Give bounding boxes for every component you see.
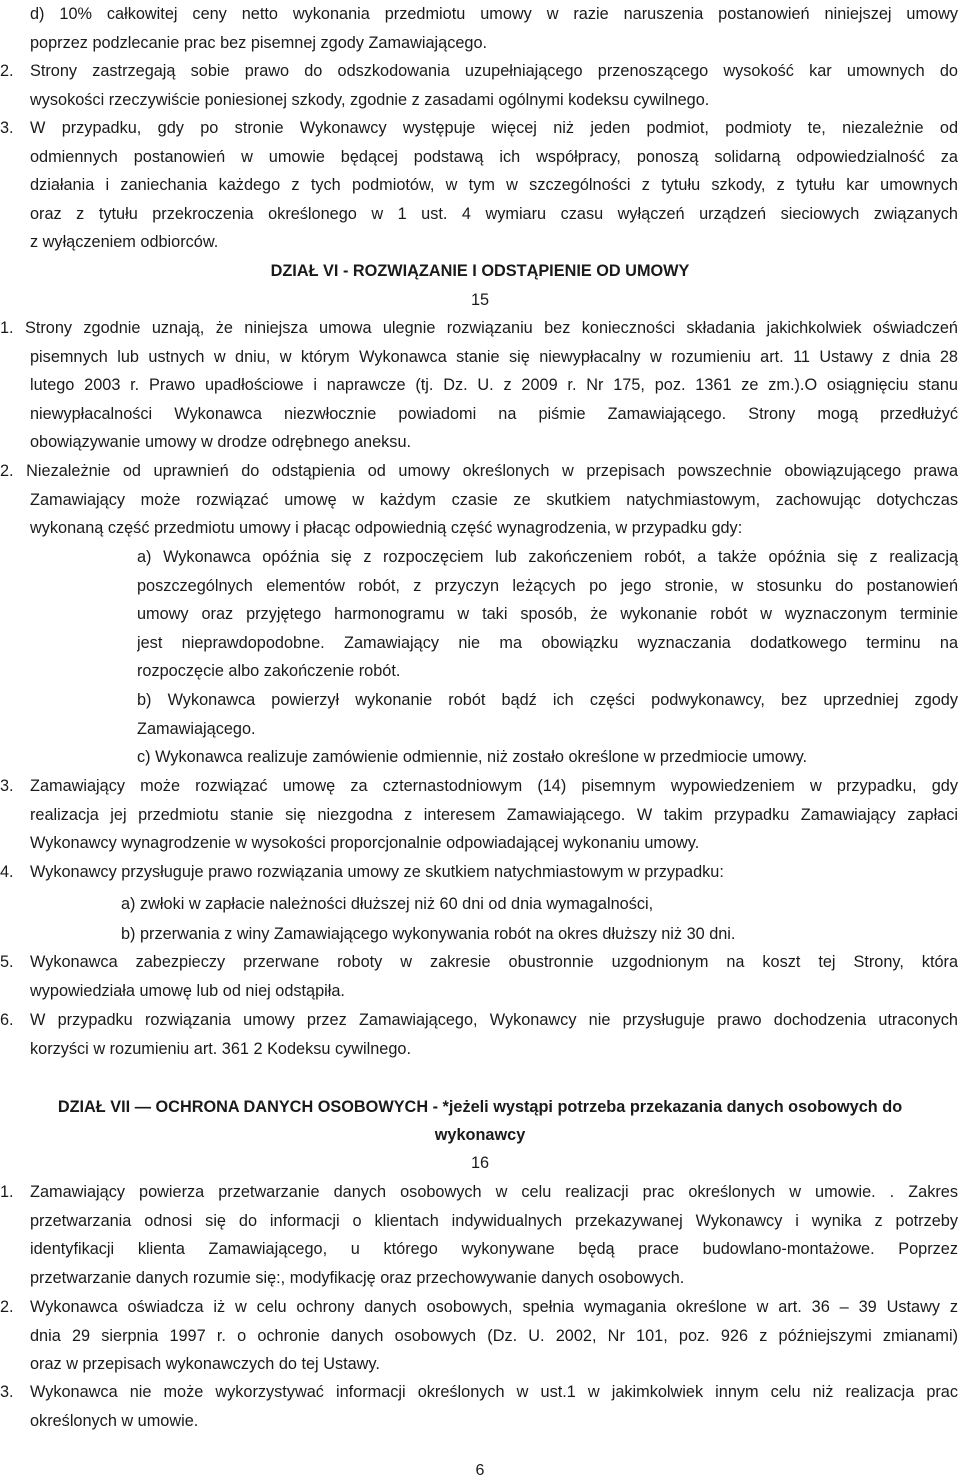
text-line: W przypadku, gdy po stronie Wykonawcy występuje więcej niż jeden podmiot, podmioty te, niezależnie od [30,119,958,137]
text-line: Zamawiającego. [137,719,256,738]
text-line: a) zwłoki w zapłacie należności dłuższej niż 60 dni od dnia wymagalności, [121,895,654,913]
text-line: poprzez podzlecanie prac bez pisemnej zgody Zamawiającego. [30,33,488,52]
s6-sub-b [137,686,958,743]
s6-item-4a [121,890,941,919]
s6-sub-a [137,543,958,686]
text-line: Wykonawcy wynagrodzenie w wysokości proporcjonalnie odpowiadającej wykonaniu umowy. [30,834,700,853]
text-line: W przypadku rozwiązania umowy przez Zamawiającego, Wykonawcy nie przysługuje prawo dochodzenia utraconych [30,1011,958,1029]
text-line: 1. Strony zgodnie uznają, że niniejsza umowa ulegnie rozwiązaniu bez konieczności składania jakichkolwiek oświadczeń [0,319,958,337]
text-line: c) Wykonawca realizuje zamówienie odmiennie, niż zostało określone w przedmiocie umowy. [137,748,808,766]
text-line: a) Wykonawca opóźnia się z rozpoczęciem lub zakończeniem robót, a także opóźnia się z realizacją [137,548,958,566]
text-line: lutego 2003 r. Prawo upadłościowe i naprawcze (tj. Dz. U. z 2009 r. Nr 175, poz. 1361 ze zm.).O osiągnięciu stanu [30,376,958,395]
text-line: oraz w przepisach wykonawczych do tej Ustawy. [30,1355,380,1374]
s6-sub-c [137,743,958,772]
text-line: Zamawiający może rozwiązać umowę w każdym czasie ze skutkiem natychmiastowym, zachowując dotychczas [30,490,958,509]
item-number: 1. [0,1183,14,1201]
text-line: Strony zastrzegają sobie prawo do odszkodowania uzupełniającego przenoszącego wysokość kar umownych do [30,62,958,80]
text-line: rozpoczęcie albo zakończenie robót. [137,662,401,681]
text-line: Zamawiający powierza przetwarzanie danych osobowych w celu realizacji prac określonych w umowie. . Zakres [30,1183,958,1201]
text-line: oraz z tytułu przekroczenia określonego w 1 ust. 4 wymiaru czasu wyłączeń urządzeń sieciowych związanych [30,204,958,223]
text-line: realizacja jej przedmiotu stanie się niezgodna z interesem Zamawiającego. W takim przypadku Zamawiający zapłaci [30,805,958,824]
text-line: obowiązywanie umowy w drodze odrębnego aneksu. [30,433,412,452]
paragraph-number: 15 [470,291,490,309]
text-line: wysokości rzeczywiście poniesionej szkody, zgodnie z zasadami ogólnymi kodeksu cywilnego. [30,90,710,109]
text-line: Wykonawca nie może wykorzystywać informacji określonych w ust.1 w jakimkolwiek innym celu niż realizacja prac [30,1383,958,1401]
section-heading-continued: wykonawcy [434,1126,526,1144]
clause-d [30,0,958,57]
s6-item-4b [121,920,941,949]
text-line: z wyłączeniem odbiorców. [30,233,219,252]
text-line: poszczególnych elementów robót, z przyczyn leżących po jego stronie, w stosunku do postanowień [137,576,958,595]
s6-item-1 [0,314,958,457]
text-line: wypowiedziała umowę lub od niej odstąpiła. [30,981,345,1000]
text-line: wykonaną część przedmiotu umowy i płacąc odpowiednią część wynagrodzenia, w przypadku gdy: [30,519,743,538]
s6-item-2 [0,457,958,543]
text-line: działania i zaniechania każdego z tych podmiotów, w tym w szczególności z tytułu szkody, z tytułu kar umownych [30,176,958,195]
text-line: Zamawiający może rozwiązać umowę za czternastodniowym (14) pisemnym wypowiedzeniem w przypadku, gdy [30,777,958,795]
text-line: jest nieprawdopodobne. Zamawiający nie ma obowiązku wyznaczania dodatkowego terminu na [137,633,958,652]
section-heading: DZIAŁ VI - ROZWIĄZANIE I ODSTĄPIENIE OD UMOWY [270,262,690,280]
text-line: umowy oraz przyjętego harmonogramu w taki sposób, że wykonanie robót w wyznaczonym terminie [137,605,958,624]
item-number: 6. [0,1011,14,1029]
text-line: d) 10% całkowitej ceny netto wykonania przedmiotu umowy w razie naruszenia postanowień niniejszej umowy [30,5,958,23]
text-line: Wykonawca zabezpieczy przerwane roboty w zakresie obustronnie uzgodnionym na koszt tej Strony, która [30,953,958,971]
text-line: Wykonawca oświadcza iż w celu ochrony danych osobowych, spełnia wymagania określone w art. 36 – 39 Ustawy z [30,1298,958,1316]
text-line: korzyści w rozumieniu art. 361 2 Kodeksu cywilnego. [30,1039,411,1058]
section-heading: DZIAŁ VII — OCHRONA DANYCH OSOBOWYCH - *jeżeli wystąpi potrzeba przekazania danych osobowych do [57,1098,903,1116]
item-number: 5. [0,953,14,971]
paragraph-number: 16 [470,1154,490,1172]
text-line: przetwarzanie danych rozumie się:, modyfikację oraz przechowywanie danych osobowych. [30,1268,685,1287]
item-number: 2. [0,1298,14,1316]
text-line: odmiennych postanowień w umowie będącej podstawą ich współpracy, ponoszą solidarną odpowiedzialność za [30,147,958,166]
text-line: pisemnych lub ustnych w dniu, w którym Wykonawca stanie się niewypłacalny w rozumieniu art. 11 Ustawy z dnia 28 [30,347,958,366]
page-number: 6 [475,1462,485,1479]
text-line: identyfikacji klienta Zamawiającego, u którego wykonywane będą prace budowlano-montażowe. Poprzez [30,1240,958,1259]
item-number: 2. [0,62,14,80]
item-number: 4. [0,863,14,881]
item-number: 3. [0,1383,14,1401]
text-line: niewypłacalności Wykonawca niezwłocznie powiadomi na piśmie Zamawiającego. Strony mogą przedłużyć [30,404,958,423]
text-line: Wykonawcy przysługuje prawo rozwiązania umowy ze skutkiem natychmiastowym w przypadku: [30,863,724,881]
text-line: b) przerwania z winy Zamawiającego wykonywania robót na okres dłuższy niż 30 dni. [121,925,736,943]
text-line: 2. Niezależnie od uprawnień do odstąpienia od umowy określonych w przepisach powszechnie obowiązującego prawa [0,462,958,480]
text-line: dnia 29 sierpnia 1997 r. o ochronie danych osobowych (Dz. U. 2002, Nr 101, poz. 926 z późniejszymi zmianami) [30,1326,958,1345]
item-number: 3. [0,777,14,795]
text-line: przetwarzania odnosi się do informacji o klientach indywidualnych przekazywanej Wykonawcy i wynika z potrzeby [30,1211,958,1230]
text-line: b) Wykonawca powierzył wykonanie robót bądź ich części podwykonawcy, bez uprzedniej zgody [137,691,958,709]
text-line: określonych w umowie. [30,1411,199,1430]
item-number: 3. [0,119,14,137]
